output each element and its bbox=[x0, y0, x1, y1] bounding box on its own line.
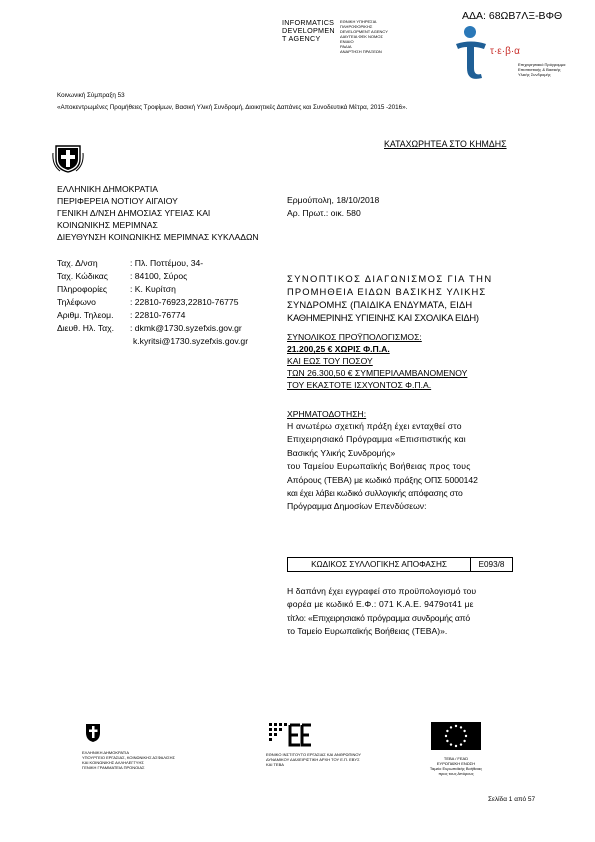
subject-line: ΣΥΝΟΠΤΙΚΟΣ ΔΙΑΓΩΝΙΣΜΟΣ ΓΙΑ ΤΗΝ bbox=[287, 273, 493, 284]
email-link[interactable]: : dkmk@1730.syzefxis.gov.gr bbox=[130, 323, 242, 333]
subject-line: ΣΥΝΔΡΟΜΗΣ (ΠΑΙΔΙΚΑ ΕΝΔΥΜΑΤΑ, ΕΙΔΗ bbox=[287, 299, 473, 310]
budget-heading: ΣΥΝΟΛΙΚΟΣ ΠΡΟΫΠΟΛΟΓΙΣΜΟΣ: bbox=[287, 332, 422, 342]
contract-reference: Κοινωνική Σύμπραξη 53 «Αποκεντρωμένες Προμήθειες Τροφίμων, Βασική Υλική Συνδρομή, Διοικητικές Δαπάνες και Συνοδευτικά Μέτρα, 2015 -2016». bbox=[57, 92, 408, 111]
budget-block: ΣΥΝΟΛΙΚΟΣ ΠΡΟΫΠΟΛΟΓΙΣΜΟΣ: 21.200,25 € ΧΩΡΙΣ Φ.Π.Α. ΚΑΙ ΕΩΣ ΤΟΥ ΠΟΣΟΥ ΤΩΝ 26.300,50 € ΣΥΜΠΕΡΙΛΑΜΒΑΝΟΜΕΝΟΥ ΤΟΥ ΕΚΑΣΤΟΤΕ ΙΣΧΥΟΝΤΟΣ Φ.Π.Α. bbox=[287, 332, 468, 390]
funding-heading: ΧΡΗΜΑΤΟΔΟΤΗΣΗ: bbox=[287, 409, 367, 419]
budget-entry-text: Η δαπάνη έχει εγγραφεί στο προϋπολογισμό του φορέα με κωδικό Ε.Φ.: 071 Κ.Α.Ε. 9479οτ41 με τίτλο: «Επιχειρησιακό πρόγραμμα συνδρομής από το Ταμείο Ευρωπαϊκής Βοήθειας (ΤΕΒΑ)». bbox=[287, 586, 477, 637]
greek-coat-of-arms-icon bbox=[52, 143, 84, 173]
teva-subtitle: Επιχειρησιακό Πρόγραμμα Επισιτιστικής & Βασικής Υλικής Συνδρομής bbox=[518, 62, 566, 77]
ministry-emblem-icon bbox=[82, 722, 104, 744]
authority-block: ΕΛΛΗΝΙΚΗ ΔΗΜΟΚΡΑΤΙΑ ΠΕΡΙΦΕΡΕΙΑ ΝΟΤΙΟΥ ΑΙΓΑΙΟΥ ΓΕΝΙΚΗ Δ/ΝΣΗ ΔΗΜΟΣΙΑΣ ΥΓΕΙΑΣ ΚΑΙ ΚΟΙΝΩΝΙΚΗΣ ΜΕΡΙΜΝΑΣ ΔΙΕΥΘΥΝΣΗ ΚΟΙΝΩΝΙΚΗΣ ΜΕΡΙΜΝΑΣ ΚΥΚΛΑΔΩΝ bbox=[57, 184, 259, 242]
kimdis-notice: ΚΑΤΑΧΩΡΗΤΕΑ ΣΤΟ ΚΗΜΔΗΣ bbox=[384, 139, 507, 149]
subject bbox=[287, 272, 512, 324]
agency-logo bbox=[282, 19, 335, 43]
protocol-number: Αρ. Πρωτ.: οικ. 580 bbox=[287, 208, 361, 218]
email-link[interactable]: k.kyritsi@1730.syzefxis.gov.gr bbox=[133, 336, 249, 346]
teva-mark-icon bbox=[454, 24, 488, 80]
eiead-logo-icon bbox=[268, 722, 312, 748]
funding-block: ΧΡΗΜΑΤΟΔΟΤΗΣΗ: Η ανωτέρω σχετική πράξη έχει ενταχθεί στο Επιχειρησιακό Πρόγραμμα «Επισιτιστικής και Βασικής Υλικής Συνδρομής» του Ταμείου Ευρωπαϊκής Βοήθειας προς τους Απόρους (ΤΕΒΑ) με κωδικό πράξης ΟΠΣ 5000142 και έχει λάβει κωδικό συλλογικής απόφασης στο Πρόγραμμα Δημοσίων Επενδύσεων: bbox=[287, 408, 513, 514]
teva-logo bbox=[454, 24, 564, 84]
decision-code-table bbox=[287, 557, 513, 572]
eu-flag-icon bbox=[431, 722, 481, 750]
teva-letters: τ·ε·β·α bbox=[490, 46, 520, 57]
agency-name: INFORMATICS DEVELOPMEN T AGENCY bbox=[282, 18, 335, 43]
footer-ministry-text: ΕΛΛΗΝΙΚΗ ΔΗΜΟΚΡΑΤΙΑ ΥΠΟΥΡΓΕΙΟ ΕΡΓΑΣΙΑΣ, ΚΟΙΝΩΝΙΚΗΣ ΑΣΦΑΛΙΣΗΣ ΚΑΙ ΚΟΙΝΩΝΙΚΗΣ ΑΛΛΗΛΕΓΓΥΗΣ ΓΕΝΙΚΗ ΓΡΑΜΜΑΤΕΙΑ ΠΡΟΝΟΙΑΣ bbox=[82, 750, 175, 770]
subject-line: ΠΡΟΜΗΘΕΙΑ ΕΙΔΩΝ ΒΑΣΙΚΗΣ ΥΛΙΚΗΣ bbox=[287, 286, 487, 297]
subject-line: ΚΑΘΗΜΕΡΙΝΗΣ ΥΓΙΕΙΝΗΣ ΚΑΙ ΣΧΟΛΙΚΑ ΕΙΔΗ) bbox=[287, 312, 479, 323]
agency-small-text: ΕΘΝΙΚΗ ΥΠΗΡΕΣΙΑ ΠΛΗΡΟΦΟΡΙΚΗΣ DEVELOPMENT AGENCY ΔΙΑΥΓΕΙΑ ΦΕΚ ΝΟΜΟΣ ΕΝΙΑΙΟ ΡΑΔΙΑ ΑΝΑΡΤΗΣΗ ΠΡΑΞΕΩΝ bbox=[340, 19, 388, 54]
ada-number: ΑΔΑ: 68ΩΒ7ΛΞ-ΒΦΘ bbox=[462, 10, 563, 22]
page-number: Σελίδα 1 από 57 bbox=[488, 796, 536, 803]
decision-code-value: Ε093/8 bbox=[478, 560, 505, 569]
decision-code-label: ΚΩΔΙΚΟΣ ΣΥΛΛΟΓΙΚΗΣ ΑΠΟΦΑΣΗΣ bbox=[288, 558, 471, 571]
footer-institute-text: ΕΘΝΙΚΟ ΙΝΣΤΙΤΟΥΤΟ ΕΡΓΑΣΙΑΣ ΚΑΙ ΑΝΘΡΩΠΙΝΟΥ ΔΥΝΑΜΙΚΟΥ ΔΙΑΧΕΙΡΙΣΤΙΚΗ ΑΡΧΗ ΤΟΥ Ε.Π. ΕΒΥΣ ΚΑΙ ΤΕΒΑ bbox=[266, 752, 362, 767]
footer-eu-text: ΤΕΒΑ / FEAD ΕΥΡΩΠΑΪΚΗ ΕΝΩΣΗ Ταμείο Ευρωπαϊκής Βοήθειας προς τους Απόρους bbox=[429, 756, 483, 776]
document-date: Ερμούπολη, 18/10/2018 bbox=[287, 195, 380, 205]
